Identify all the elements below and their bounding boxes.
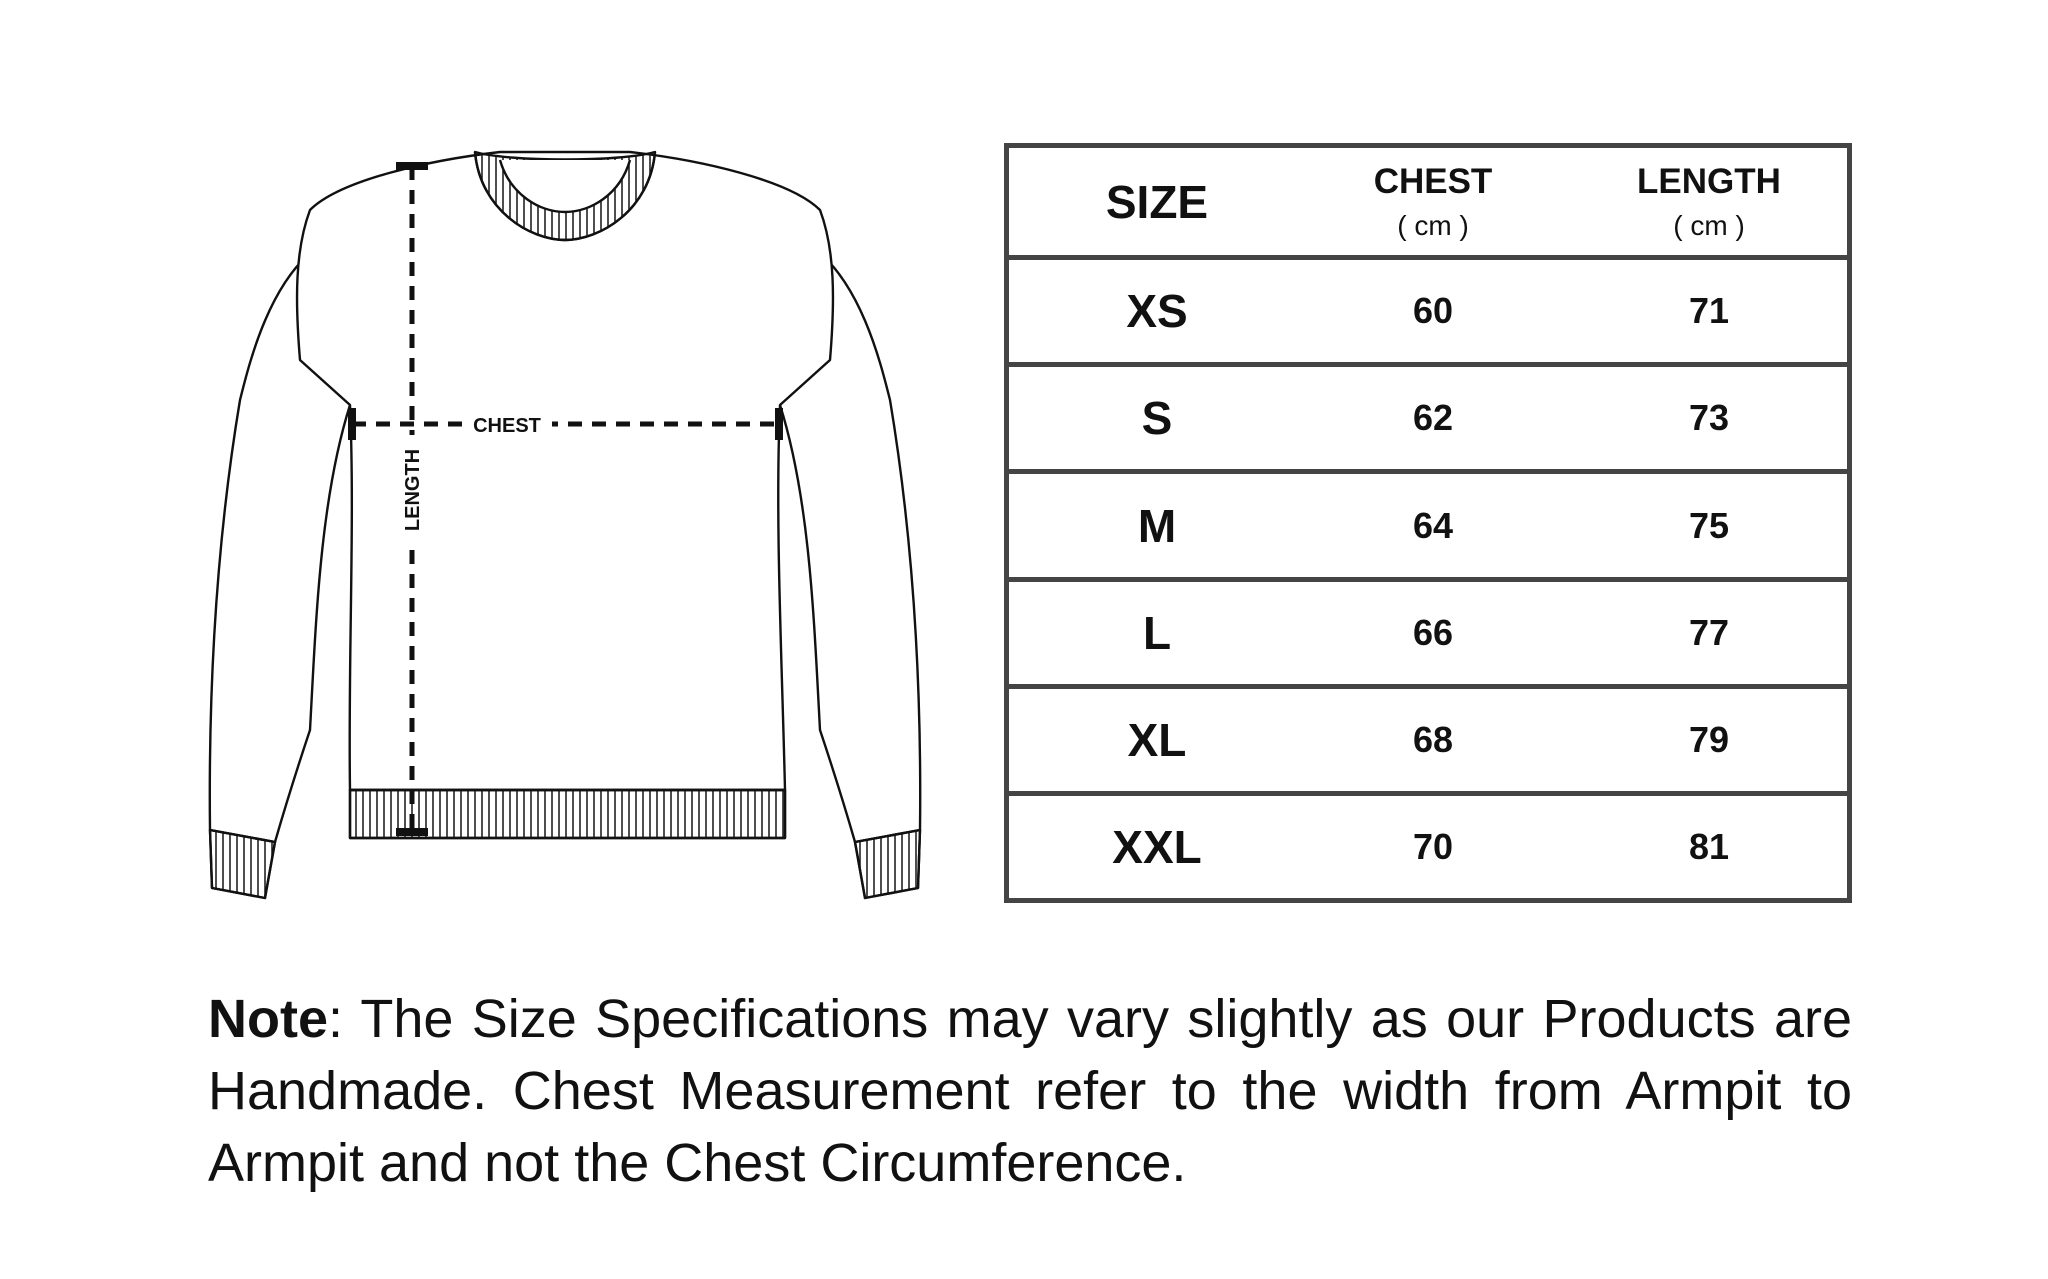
- row-length: 77: [1688, 611, 1730, 653]
- row-chest: 68: [1412, 718, 1454, 760]
- length-label: LENGTH: [402, 448, 424, 532]
- table-header-row: [1009, 148, 1847, 255]
- row-length: 71: [1688, 290, 1730, 332]
- row-chest: 62: [1412, 397, 1454, 439]
- row-size: XS: [1126, 285, 1188, 338]
- table-row: [1009, 791, 1847, 898]
- note-text: : The Size Specifications may vary slightly as our Products are Handmade. Chest Measurement refer to the width from Armpit to Armpit and not the Chest Circumference.: [208, 989, 1852, 1193]
- header-length: LENGTH ( cm ): [1637, 161, 1781, 241]
- size-note: [208, 983, 1852, 1199]
- row-size: XL: [1127, 713, 1187, 766]
- table-row: [1009, 255, 1847, 362]
- row-size: XXL: [1112, 820, 1202, 873]
- row-size: S: [1141, 392, 1173, 445]
- table-row: [1009, 362, 1847, 469]
- row-chest: 70: [1412, 825, 1454, 867]
- row-length: 81: [1688, 825, 1730, 867]
- sweater-diagram: [200, 140, 930, 920]
- row-length: 73: [1688, 397, 1730, 439]
- row-length: 79: [1688, 718, 1730, 760]
- row-length: 75: [1688, 504, 1730, 546]
- header-chest: CHEST ( cm ): [1373, 161, 1493, 241]
- table-row: [1009, 684, 1847, 791]
- chest-label: CHEST: [473, 415, 541, 437]
- row-chest: 60: [1412, 290, 1454, 332]
- row-chest: 66: [1412, 611, 1454, 653]
- row-size: L: [1142, 606, 1172, 659]
- table-row: [1009, 469, 1847, 576]
- header-size: SIZE: [1105, 175, 1209, 228]
- note-label: Note: [208, 989, 328, 1049]
- size-table: [1004, 143, 1852, 903]
- row-size: M: [1137, 499, 1177, 552]
- sweater-body: [297, 152, 833, 790]
- row-chest: 64: [1412, 504, 1454, 546]
- table-row: [1009, 577, 1847, 684]
